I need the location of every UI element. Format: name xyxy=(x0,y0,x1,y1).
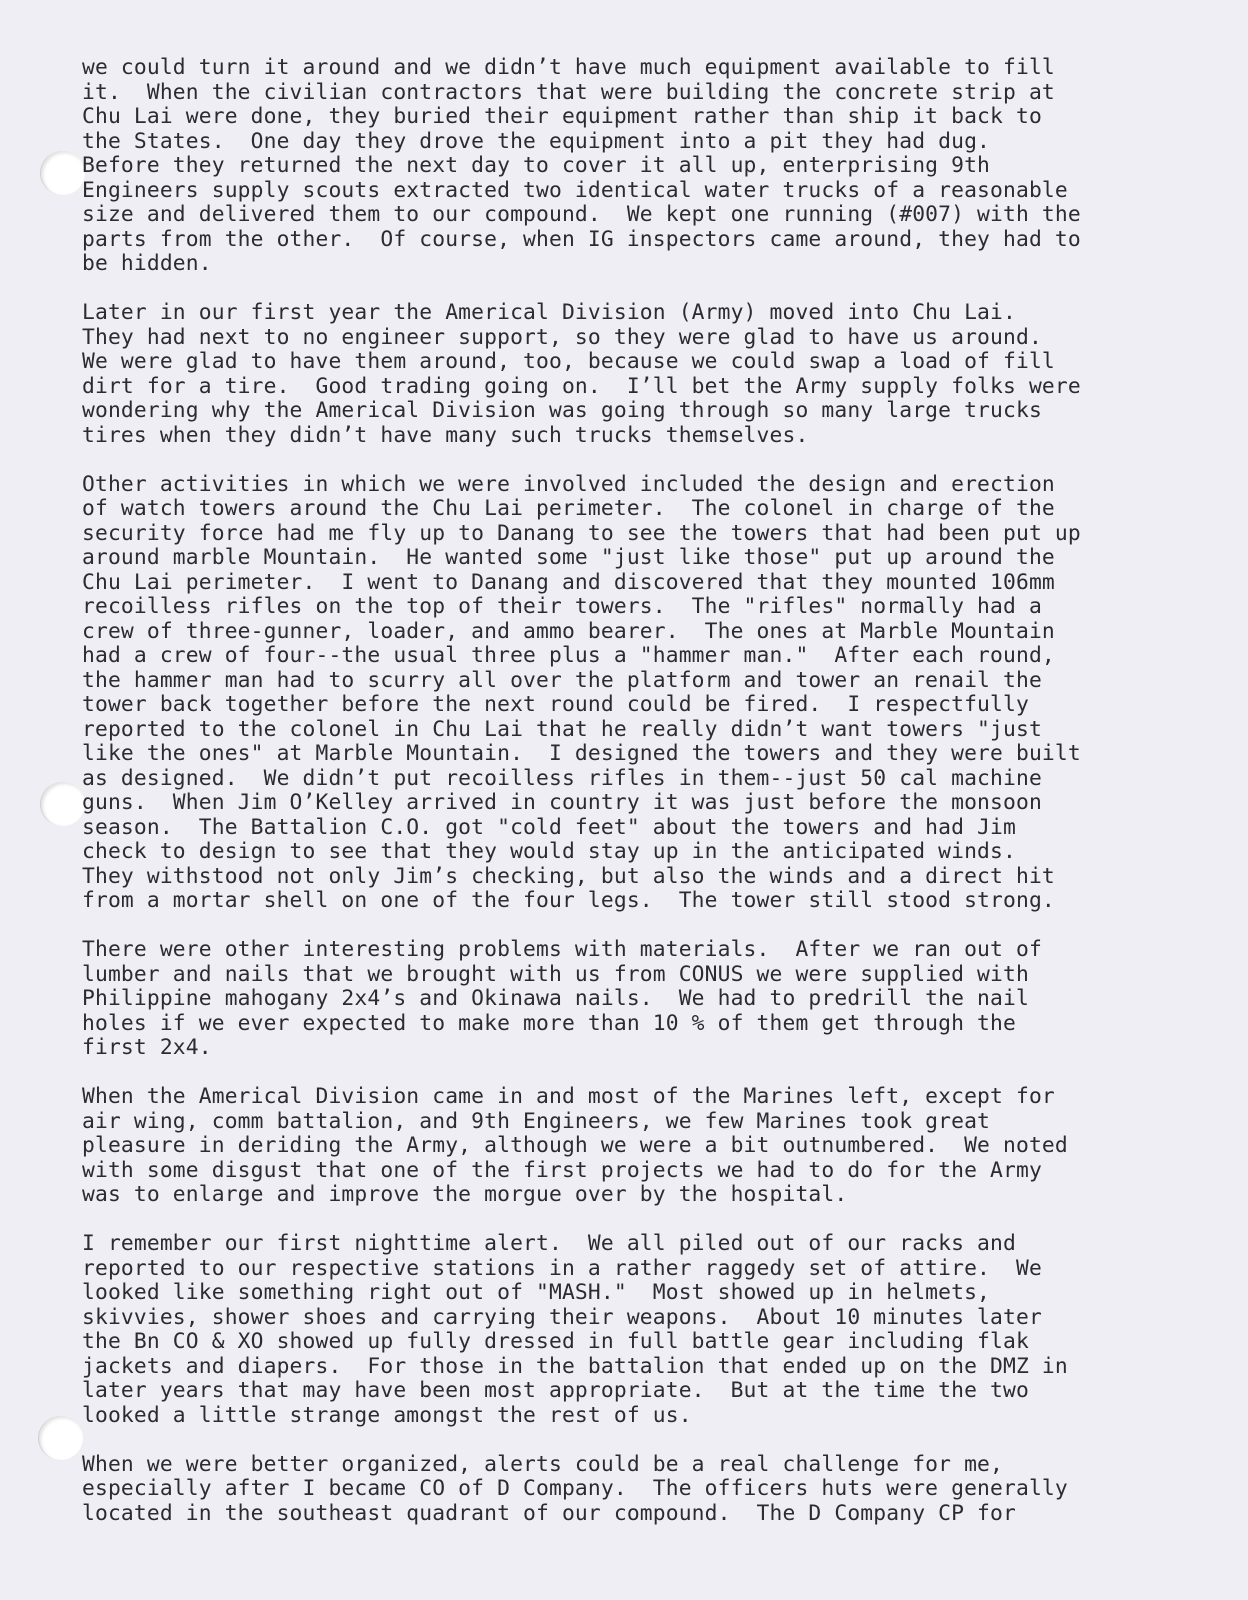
text-line: had a crew of four--the usual three plus a "hammer man." After each round, xyxy=(82,643,1055,668)
text-line: season. The Battalion C.O. got "cold feet" about the towers and had Jim xyxy=(82,814,1016,840)
text-line: lumber and nails that we brought with us from CONUS we were supplied with xyxy=(82,961,1029,987)
text-line: recoilless rifles on the top of their towers. The "rifles" normally had a xyxy=(82,594,1042,619)
text-line: first 2x4. xyxy=(82,1035,212,1060)
text-line: the hammer man had to scurry all over the platform and tower an renail the xyxy=(82,667,1042,693)
text-line: They withstood not only Jim’s checking, but also the winds and a direct hit xyxy=(82,863,1055,889)
text-line: size and delivered them to our compound. We kept one running (#007) with the xyxy=(82,202,1081,227)
text-line: We were glad to have them around, too, because we could swap a load of fill xyxy=(82,349,1055,374)
text-line: with some disgust that one of the first projects we had to do for the Army xyxy=(82,1157,1042,1183)
paragraph-water-trucks xyxy=(82,56,1232,277)
text-line: skivvies, shower shoes and carrying their weapons. About 10 minutes later xyxy=(82,1304,1042,1330)
paragraph-materials xyxy=(82,938,1232,1061)
text-line: located in the southeast quadrant of our compound. The D Company CP for xyxy=(82,1500,1016,1526)
text-line: Philippine mahogany 2x4’s and Okinawa nails. We had to predrill the nail xyxy=(82,986,1029,1011)
text-line: from a mortar shell on one of the four legs. The tower still stood strong. xyxy=(82,888,1055,913)
text-line: reported to our respective stations in a rather raggedy set of attire. We xyxy=(82,1255,1042,1281)
text-line: of watch towers around the Chu Lai perimeter. The colonel in charge of the xyxy=(82,496,1055,521)
text-line: the States. One day they drove the equipment into a pit they had dug. xyxy=(82,128,991,154)
text-line: They had next to no engineer support, so they were glad to have us around. xyxy=(82,324,1042,350)
text-line: tower back together before the next round could be fired. I respectfully xyxy=(82,692,1029,717)
text-line: I remember our first nighttime alert. We all piled out of our racks and xyxy=(82,1231,1016,1256)
paragraph-first-alert xyxy=(82,1232,1232,1428)
text-line: like the ones" at Marble Mountain. I designed the towers and they were built xyxy=(82,741,1081,766)
text-line: security force had me fly up to Danang to see the towers that had been put up xyxy=(82,520,1081,546)
text-line: crew of three-gunner, loader, and ammo bearer. The ones at Marble Mountain xyxy=(82,618,1055,644)
paragraph-organized-alerts xyxy=(82,1453,1232,1527)
text-line: holes if we ever expected to make more than 10 % of them get through the xyxy=(82,1010,1016,1036)
text-line: around marble Mountain. He wanted some "just like those" put up around the xyxy=(82,545,1055,570)
text-line: the Bn CO & XO showed up fully dressed in full battle gear including flak xyxy=(82,1329,1029,1354)
text-line: looked like something right out of "MASH." Most showed up in helmets, xyxy=(82,1280,991,1305)
punch-hole xyxy=(40,151,85,195)
text-line: was to enlarge and improve the morgue over by the hospital. xyxy=(82,1182,848,1207)
text-line: jackets and diapers. For those in the battalion that ended up on the DMZ in xyxy=(82,1353,1068,1379)
text-line: as designed. We didn’t put recoilless rifles in them--just 50 cal machine xyxy=(82,765,1042,791)
text-line: air wing, comm battalion, and 9th Engineers, we few Marines took great xyxy=(82,1108,991,1134)
text-line: guns. When Jim O’Kelley arrived in country it was just before the monsoon xyxy=(82,790,1042,815)
text-line: it. When the civilian contractors that were building the concrete strip at xyxy=(82,79,1055,105)
text-line: be hidden. xyxy=(82,251,212,276)
punch-hole xyxy=(40,782,85,826)
text-line: looked a little strange amongst the rest of us. xyxy=(82,1402,692,1428)
text-line: dirt for a tire. Good trading going on. I’ll bet the Army supply folks were xyxy=(82,373,1081,399)
text-line: tires when they didn’t have many such trucks themselves. xyxy=(82,422,809,448)
paragraph-marines-left xyxy=(82,1085,1232,1208)
paragraph-americal-division xyxy=(82,301,1232,448)
text-line: Other activities in which we were involved included the design and erection xyxy=(82,471,1055,497)
text-line: Chu Lai perimeter. I went to Danang and discovered that they mounted 106mm xyxy=(82,569,1055,595)
paragraph-watch-towers xyxy=(82,473,1232,914)
text-line: we could turn it around and we didn’t have much equipment available to fill xyxy=(82,55,1055,80)
text-line: Before they returned the next day to cover it all up, enterprising 9th xyxy=(82,153,991,178)
text-line: parts from the other. Of course, when IG inspectors came around, they had to xyxy=(82,226,1081,252)
text-line: later years that may have been most appropriate. But at the time the two xyxy=(82,1378,1029,1403)
text-line: wondering why the Americal Division was going through so many large trucks xyxy=(82,398,1042,423)
text-line: reported to the colonel in Chu Lai that he really didn’t want towers "just xyxy=(82,716,1042,742)
text-line: especially after I became CO of D Company. The officers huts were generally xyxy=(82,1476,1068,1501)
text-line: Later in our first year the Americal Division (Army) moved into Chu Lai. xyxy=(82,300,1016,325)
text-line: When the Americal Division came in and most of the Marines left, except for xyxy=(82,1084,1055,1109)
text-line: pleasure in deriding the Army, although we were a bit outnumbered. We noted xyxy=(82,1133,1068,1158)
text-line: When we were better organized, alerts could be a real challenge for me, xyxy=(82,1451,1003,1477)
text-line: There were other interesting problems with materials. After we ran out of xyxy=(82,937,1042,962)
document-body xyxy=(82,56,1232,1551)
text-line: Chu Lai were done, they buried their equipment rather than ship it back to xyxy=(82,104,1042,129)
text-line: Engineers supply scouts extracted two identical water trucks of a reasonable xyxy=(82,177,1068,203)
text-line: check to design to see that they would stay up in the anticipated winds. xyxy=(82,839,1016,864)
punch-hole xyxy=(38,1416,83,1460)
